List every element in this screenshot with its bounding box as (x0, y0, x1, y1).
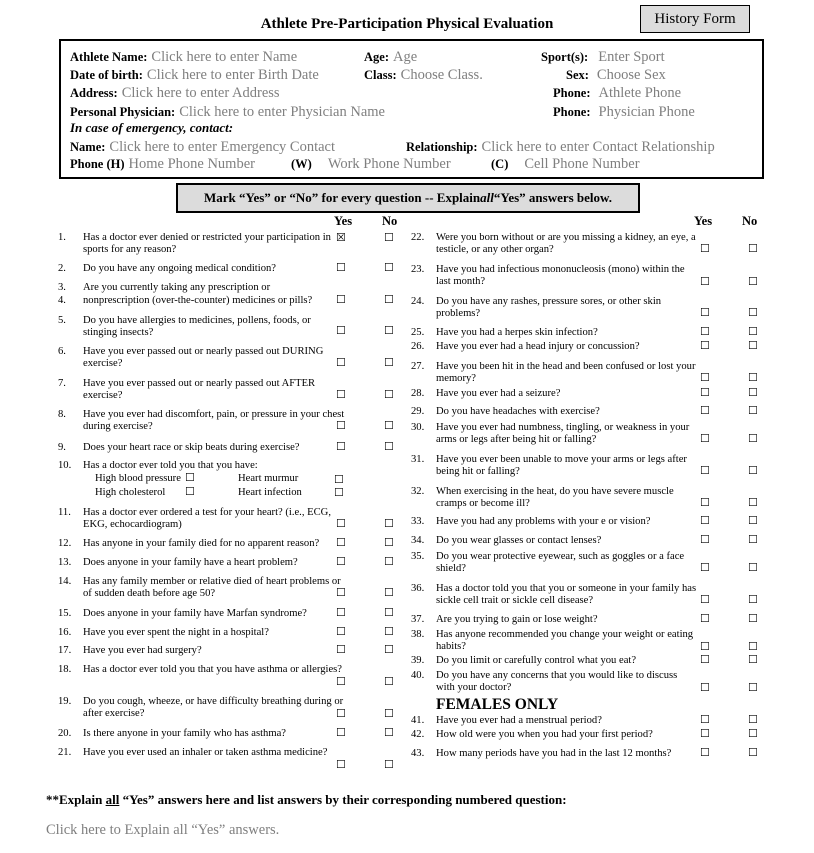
question-text: Were you born without or are you missing a kidney, an eye, a testicle, or any other organ? (436, 232, 696, 255)
left-yes-checkbox-q6[interactable]: ☐ (336, 357, 346, 369)
instructions-text-post: “Yes” answers below. (493, 190, 612, 205)
right-yes-checkbox-q24[interactable]: ☐ (700, 307, 710, 319)
q10-high-chol-checkbox[interactable]: ☐ (185, 486, 195, 498)
dob-label: Date of birth: (70, 68, 143, 82)
question-number: 38. (411, 629, 425, 640)
left-yes-checkbox-q4[interactable]: ☐ (336, 294, 346, 306)
dob-row (70, 67, 319, 84)
right-no-checkbox-q23[interactable]: ☐ (748, 276, 758, 288)
right-yes-checkbox-q36[interactable]: ☐ (700, 594, 710, 606)
history-form-label: History Form (640, 5, 750, 33)
emergency-heading: In case of emergency, contact: (70, 120, 234, 135)
question-number: 14. (58, 576, 72, 587)
question-number: 21. (58, 747, 72, 758)
question-text: Have you ever had surgery? (83, 645, 202, 656)
question-number: 42. (411, 729, 425, 740)
relationship-row (406, 139, 715, 156)
left-no-checkbox-q12[interactable]: ☐ (384, 537, 394, 549)
question-number: 33. (411, 516, 425, 527)
question-text: Do you wear glasses or contact lenses? (436, 535, 602, 546)
right-no-checkbox-q27[interactable]: ☐ (748, 372, 758, 384)
question-number: 26. (411, 341, 425, 352)
right-no-checkbox-q42[interactable]: ☐ (748, 728, 758, 740)
athlete-phone-field[interactable]: Athlete Phone (598, 85, 682, 101)
cell-phone-field[interactable]: Cell Phone Number (524, 156, 640, 172)
question-text: Has a doctor ever denied or restricted your participation in sports for any reason? (83, 232, 331, 255)
right-no-header: No (742, 214, 758, 228)
home-phone-field[interactable]: Home Phone Number (128, 156, 255, 172)
question-text: Has a doctor told you that you or someone in your family has sickle cell trait or sickle cell disease? (436, 583, 697, 606)
left-yes-checkbox-q15[interactable]: ☐ (336, 607, 346, 619)
question-text: Have you ever had a seizure? (436, 388, 561, 399)
age-label: Age: (364, 50, 389, 64)
right-no-checkbox-q30[interactable]: ☐ (748, 433, 758, 445)
right-no-checkbox-q38[interactable]: ☐ (748, 641, 758, 653)
left-no-checkbox-q1[interactable]: ☐ (384, 232, 394, 244)
question-text: Has a doctor ever told you that you have: (83, 460, 258, 471)
question-text: Have you ever had numbness, tingling, or weakness in your arms or legs after being hit or falling? (436, 422, 690, 445)
question-text: Has anyone in your family died for no apparent reason? (83, 538, 320, 549)
instructions-text-all: all (480, 190, 494, 205)
question-number: 5. (58, 315, 66, 326)
question-text: Has a doctor ever ordered a test for your heart? (i.e., ECG, EKG, echocardiogram) (83, 507, 331, 530)
sex-label: Sex: (566, 68, 589, 82)
question-number: 9. (58, 442, 66, 453)
question-number: 16. (58, 627, 72, 638)
question-number: 35. (411, 551, 425, 562)
right-no-checkbox-q35[interactable]: ☐ (748, 562, 758, 574)
q10-heart-murmur-label: Heart murmur (238, 473, 299, 484)
cell-phone-label: (C) (491, 157, 509, 171)
left-yes-checkbox-q18[interactable]: ☐ (336, 676, 346, 688)
athlete-phone-row (553, 85, 681, 102)
cell-phone-row (491, 156, 640, 173)
left-yes-header: Yes (334, 214, 353, 228)
q10-heart-infection-label: Heart infection (238, 487, 302, 498)
question-text: Have you been hit in the head and been confused or lost your memory? (436, 361, 696, 384)
relationship-field[interactable]: Click here to enter Contact Relationship (481, 139, 715, 155)
question-text: Are you trying to gain or lose weight? (436, 614, 598, 625)
question-number: 30. (411, 422, 425, 433)
left-yes-checkbox-q17[interactable]: ☐ (336, 644, 346, 656)
athlete-name-field[interactable]: Click here to enter Name (151, 49, 298, 65)
question-number: 11. (58, 507, 71, 518)
left-yes-checkbox-q5[interactable]: ☐ (336, 325, 346, 337)
question-number: 41. (411, 715, 425, 726)
right-yes-header: Yes (694, 214, 713, 228)
right-yes-checkbox-q42[interactable]: ☐ (700, 728, 710, 740)
left-yes-checkbox-q9[interactable]: ☐ (336, 441, 346, 453)
work-phone-row (291, 156, 451, 173)
left-yes-checkbox-q7[interactable]: ☐ (336, 389, 346, 401)
question-text: Do you have any rashes, pressure sores, or other skin problems? (436, 296, 662, 319)
question-text: Do you have allergies to medicines, pollens, foods, or stinging insects? (83, 315, 311, 338)
question-text: Have you had a herpes skin infection? (436, 327, 598, 338)
right-no-checkbox-q39[interactable]: ☐ (748, 654, 758, 666)
left-yes-checkbox-q14[interactable]: ☐ (336, 587, 346, 599)
question-text: Do you cough, wheeze, or have difficulty breathing during or after exercise? (83, 696, 344, 719)
physician-row (70, 104, 385, 121)
physician-label: Personal Physician: (70, 105, 176, 119)
left-yes-checkbox-q16[interactable]: ☐ (336, 626, 346, 638)
right-yes-checkbox-q25[interactable]: ☐ (700, 326, 710, 338)
relationship-label: Relationship: (406, 140, 478, 154)
contact-phones-row (70, 156, 255, 173)
left-no-header: No (382, 214, 398, 228)
left-no-checkbox-q6[interactable]: ☐ (384, 357, 394, 369)
right-yes-checkbox-q28[interactable]: ☐ (700, 387, 710, 399)
sports-field[interactable]: Enter Sport (598, 49, 665, 65)
question-text: Has a doctor ever told you that you have asthma or allergies? (83, 664, 342, 675)
question-text: Have you had infectious mononucleosis (mono) within the last month? (436, 264, 685, 287)
question-number: 29. (411, 406, 425, 417)
right-yes-checkbox-q23[interactable]: ☐ (700, 276, 710, 288)
right-yes-checkbox-q30[interactable]: ☐ (700, 433, 710, 445)
question-number: 15. (58, 608, 72, 619)
question-number: 7. (58, 378, 66, 389)
question-number: 20. (58, 728, 72, 739)
question-number: 17. (58, 645, 72, 656)
right-yes-checkbox-q27[interactable]: ☐ (700, 372, 710, 384)
sex-row (566, 67, 666, 84)
q10-high-bp-checkbox[interactable]: ☐ (185, 472, 195, 484)
right-no-checkbox-q28[interactable]: ☐ (748, 387, 758, 399)
question-number: 13. (58, 557, 72, 568)
question-text: Have you ever had a menstrual period? (436, 715, 602, 726)
question-number: 39. (411, 655, 425, 666)
question-number: 24. (411, 296, 425, 307)
right-yes-checkbox-q32[interactable]: ☐ (700, 497, 710, 509)
question-number: 32. (411, 486, 425, 497)
question-number: 23. (411, 264, 425, 275)
right-yes-checkbox-q29[interactable]: ☐ (700, 405, 710, 417)
question-text: Is there anyone in your family who has asthma? (83, 728, 286, 739)
right-yes-checkbox-q37[interactable]: ☐ (700, 613, 710, 625)
contact-name-label: Name: (70, 140, 106, 154)
class-row (364, 67, 483, 84)
question-number: 2. (58, 263, 66, 274)
left-no-checkbox-q13[interactable]: ☐ (384, 556, 394, 568)
left-no-checkbox-q8[interactable]: ☐ (384, 420, 394, 432)
question-number: 34. (411, 535, 425, 546)
explain-heading (46, 792, 567, 808)
left-yes-checkbox-q1[interactable]: ☒ (336, 232, 346, 244)
question-text: Do you have any concerns that you would like to discuss with your doctor? (436, 670, 678, 693)
question-text: How old were you when you had your first period? (436, 729, 653, 740)
left-no-checkbox-q15[interactable]: ☐ (384, 607, 394, 619)
right-no-checkbox-q41[interactable]: ☐ (748, 714, 758, 726)
question-text: Do you have headaches with exercise? (436, 406, 600, 417)
question-number: 43. (411, 748, 425, 759)
address-row (70, 85, 280, 102)
left-no-checkbox-q20[interactable]: ☐ (384, 727, 394, 739)
athlete-phone-label: Phone: (553, 86, 591, 100)
question-text: Do you wear protective eyewear, such as goggles or a face shield? (436, 551, 685, 574)
left-yes-checkbox-q2[interactable]: ☐ (336, 262, 346, 274)
question-number: 4. (58, 295, 66, 306)
sports-label: Sport(s): (541, 50, 589, 64)
page-title: Athlete Pre-Participation Physical Evaluation (260, 16, 554, 32)
left-yes-checkbox-q20[interactable]: ☐ (336, 727, 346, 739)
females-only-heading: FEMALES ONLY (436, 696, 559, 713)
left-yes-checkbox-q12[interactable]: ☐ (336, 537, 346, 549)
class-label: Class: (364, 68, 397, 82)
question-number: 37. (411, 614, 425, 625)
explain-answers-field[interactable]: Click here to Explain all “Yes” answers. (46, 822, 280, 838)
left-no-checkbox-q18[interactable]: ☐ (384, 676, 394, 688)
left-no-checkbox-q9[interactable]: ☐ (384, 441, 394, 453)
age-field[interactable]: Age (393, 49, 418, 65)
explain-heading-post: “Yes” answers here and list answers by their corresponding numbered question: (119, 792, 567, 807)
athlete-info-box (59, 39, 764, 179)
work-phone-field[interactable]: Work Phone Number (327, 156, 451, 172)
question-text: Does your heart race or skip beats during exercise? (83, 442, 300, 453)
question-number: 10. (58, 460, 72, 471)
right-yes-checkbox-q40[interactable]: ☐ (700, 682, 710, 694)
q10-high-chol-label: High cholesterol (95, 487, 166, 498)
question-text: Are you currently taking any prescription or (83, 282, 271, 293)
right-no-checkbox-q31[interactable]: ☐ (748, 465, 758, 477)
left-no-checkbox-q2[interactable]: ☐ (384, 262, 394, 274)
left-no-checkbox-q14[interactable]: ☐ (384, 587, 394, 599)
question-text: Have you ever used an inhaler or taken asthma medicine? (83, 747, 328, 758)
right-yes-checkbox-q35[interactable]: ☐ (700, 562, 710, 574)
left-yes-checkbox-q19[interactable]: ☐ (336, 708, 346, 720)
left-no-checkbox-q5[interactable]: ☐ (384, 325, 394, 337)
left-no-checkbox-q21[interactable]: ☐ (384, 759, 394, 771)
right-yes-checkbox-q41[interactable]: ☐ (700, 714, 710, 726)
question-text: Have you ever been unable to move your arms or legs after being hit or falling? (436, 454, 687, 477)
q10-heart-murmur-checkbox[interactable]: ☐ (334, 474, 344, 486)
explain-heading-pre: **Explain (46, 792, 106, 807)
right-no-checkbox-q40[interactable]: ☐ (748, 682, 758, 694)
right-yes-checkbox-q22[interactable]: ☐ (700, 243, 710, 255)
question-text: How many periods have you had in the last 12 months? (436, 748, 672, 759)
question-number: 12. (58, 538, 72, 549)
question-text: Has anyone recommended you change your weight or eating habits? (436, 629, 694, 652)
question-number: 28. (411, 388, 425, 399)
left-no-checkbox-q4[interactable]: ☐ (384, 294, 394, 306)
right-no-checkbox-q33[interactable]: ☐ (748, 515, 758, 527)
dob-field[interactable]: Click here to enter Birth Date (146, 67, 319, 83)
question-text: Does anyone in your family have Marfan syndrome? (83, 608, 307, 619)
physician-phone-label: Phone: (553, 105, 591, 119)
question-number: 27. (411, 361, 425, 372)
age-row (364, 49, 417, 66)
right-yes-checkbox-q43[interactable]: ☐ (700, 747, 710, 759)
right-yes-checkbox-q38[interactable]: ☐ (700, 641, 710, 653)
physician-phone-row (553, 104, 695, 121)
explain-heading-all: all (105, 792, 120, 807)
left-no-checkbox-q7[interactable]: ☐ (384, 389, 394, 401)
sex-select[interactable]: Choose Sex (596, 67, 666, 83)
right-no-checkbox-q24[interactable]: ☐ (748, 307, 758, 319)
athlete-name-label: Athlete Name: (70, 50, 148, 64)
right-no-checkbox-q37[interactable]: ☐ (748, 613, 758, 625)
question-number: 19. (58, 696, 72, 707)
sports-row (541, 49, 665, 66)
contact-row (70, 139, 335, 156)
right-no-checkbox-q43[interactable]: ☐ (748, 747, 758, 759)
right-no-checkbox-q26[interactable]: ☐ (748, 340, 758, 352)
emergency-row (70, 120, 233, 136)
question-text: Do you have any ongoing medical condition? (83, 263, 276, 274)
physician-phone-field[interactable]: Physician Phone (598, 104, 695, 120)
right-no-checkbox-q32[interactable]: ☐ (748, 497, 758, 509)
question-text: Have you ever spent the night in a hospital? (83, 627, 269, 638)
contact-name-field[interactable]: Click here to enter Emergency Contact (109, 139, 336, 155)
question-number: 22. (411, 232, 425, 243)
right-yes-checkbox-q39[interactable]: ☐ (700, 654, 710, 666)
address-field[interactable]: Click here to enter Address (121, 85, 280, 101)
question-number: 3. (58, 282, 66, 293)
left-yes-checkbox-q8[interactable]: ☐ (336, 420, 346, 432)
left-no-checkbox-q16[interactable]: ☐ (384, 626, 394, 638)
q10-heart-infection-checkbox[interactable]: ☐ (334, 487, 344, 499)
left-no-checkbox-q17[interactable]: ☐ (384, 644, 394, 656)
question-number: 18. (58, 664, 72, 675)
question-text: Have you ever had discomfort, pain, or pressure in your chest during exercise? (83, 409, 345, 432)
home-phone-label: Phone (H) (70, 157, 125, 171)
question-text: Do you limit or carefully control what you eat? (436, 655, 637, 666)
class-select[interactable]: Choose Class. (400, 67, 483, 83)
instructions-text-pre: Mark “Yes” or “No” for every question -- Explain (204, 190, 481, 205)
left-yes-checkbox-q13[interactable]: ☐ (336, 556, 346, 568)
address-label: Address: (70, 86, 118, 100)
right-no-checkbox-q34[interactable]: ☐ (748, 534, 758, 546)
question-text: Have you had any problems with your e or vision? (436, 516, 651, 527)
right-yes-checkbox-q33[interactable]: ☐ (700, 515, 710, 527)
question-number: 36. (411, 583, 425, 594)
left-yes-checkbox-q21[interactable]: ☐ (336, 759, 346, 771)
question-number: 40. (411, 670, 425, 681)
question-number: 6. (58, 346, 66, 357)
question-text: nonprescription (over-the-counter) medicines or pills? (83, 295, 313, 306)
q10-high-bp-label: High blood pressure (95, 473, 181, 484)
work-phone-label: (W) (291, 157, 312, 171)
left-no-checkbox-q11[interactable]: ☐ (384, 518, 394, 530)
question-number: 1. (58, 232, 66, 243)
right-no-checkbox-q22[interactable]: ☐ (748, 243, 758, 255)
question-text: Does anyone in your family have a heart problem? (83, 557, 298, 568)
question-text: When exercising in the heat, do you have severe muscle cramps or become ill? (436, 486, 674, 509)
physician-field[interactable]: Click here to enter Physician Name (179, 104, 385, 120)
right-no-checkbox-q36[interactable]: ☐ (748, 594, 758, 606)
question-text: Has any family member or relative died of heart problems or of sudden death before age 50? (83, 576, 341, 599)
instructions-banner (176, 183, 640, 213)
question-text: Have you ever passed out or nearly passed out DURING exercise? (83, 346, 324, 369)
question-number: 25. (411, 327, 425, 338)
right-yes-checkbox-q34[interactable]: ☐ (700, 534, 710, 546)
right-yes-checkbox-q31[interactable]: ☐ (700, 465, 710, 477)
left-yes-checkbox-q11[interactable]: ☐ (336, 518, 346, 530)
right-no-checkbox-q25[interactable]: ☐ (748, 326, 758, 338)
question-text: Have you ever had a head injury or concussion? (436, 341, 640, 352)
question-number: 8. (58, 409, 66, 420)
question-text: Have you ever passed out or nearly passed out AFTER exercise? (83, 378, 316, 401)
right-no-checkbox-q29[interactable]: ☐ (748, 405, 758, 417)
question-number: 31. (411, 454, 425, 465)
athlete-name-row (70, 49, 297, 66)
right-yes-checkbox-q26[interactable]: ☐ (700, 340, 710, 352)
left-no-checkbox-q19[interactable]: ☐ (384, 708, 394, 720)
